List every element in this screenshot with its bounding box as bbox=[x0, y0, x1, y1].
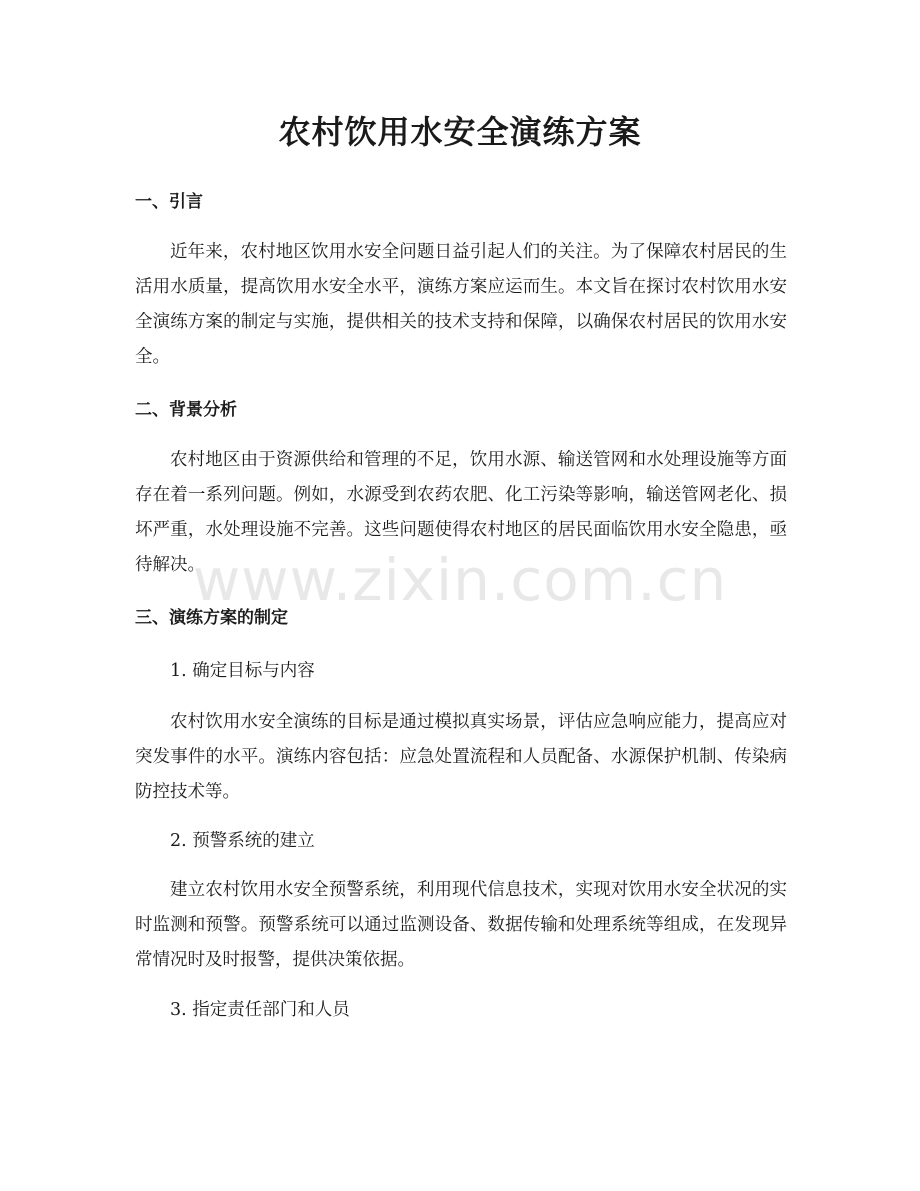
watermark: www.zixin.com.cn bbox=[192, 546, 728, 614]
page-title: 农村饮用水安全演练方案 bbox=[278, 113, 642, 151]
section-heading-plan: 三、演练方案的制定 bbox=[135, 608, 288, 628]
section-heading-background: 二、背景分析 bbox=[135, 400, 237, 420]
subheading-goals: 1. 确定目标与内容 bbox=[170, 661, 315, 681]
subheading-responsibility: 3. 指定责任部门和人员 bbox=[170, 1000, 350, 1020]
section-heading-introduction: 一、引言 bbox=[135, 192, 203, 212]
paragraph-warning-system: 建立农村饮用水安全预警系统，利用现代信息技术，实现对饮用水安全状况的实时监测和预警。预警系统可以通过监测设备、数据传输和处理系统等组成，在发现异常情况时及时报警，提供决策依据。 bbox=[135, 880, 787, 970]
paragraph-goals: 农村饮用水安全演练的目标是通过模拟真实场景，评估应急响应能力，提高应对突发事件的水平。演练内容包括：应急处置流程和人员配备、水源保护机制、传染病防控技术等。 bbox=[135, 712, 787, 802]
subheading-warning-system: 2. 预警系统的建立 bbox=[170, 831, 315, 851]
section-paragraph-background: 农村地区由于资源供给和管理的不足，饮用水源、输送管网和水处理设施等方面存在着一系列问题。例如，水源受到农药农肥、化工污染等影响，输送管网老化、损坏严重，水处理设施不完善。这些问题使得农村地区的居民面临饮用水安全隐患，亟待解决。 bbox=[135, 450, 787, 575]
section-paragraph-introduction: 近年来，农村地区饮用水安全问题日益引起人们的关注。为了保障农村居民的生活用水质量，提高饮用水安全水平，演练方案应运而生。本文旨在探讨农村饮用水安全演练方案的制定与实施，提供相关的技术支持和保障，以确保农村居民的饮用水安全。 bbox=[135, 242, 787, 367]
